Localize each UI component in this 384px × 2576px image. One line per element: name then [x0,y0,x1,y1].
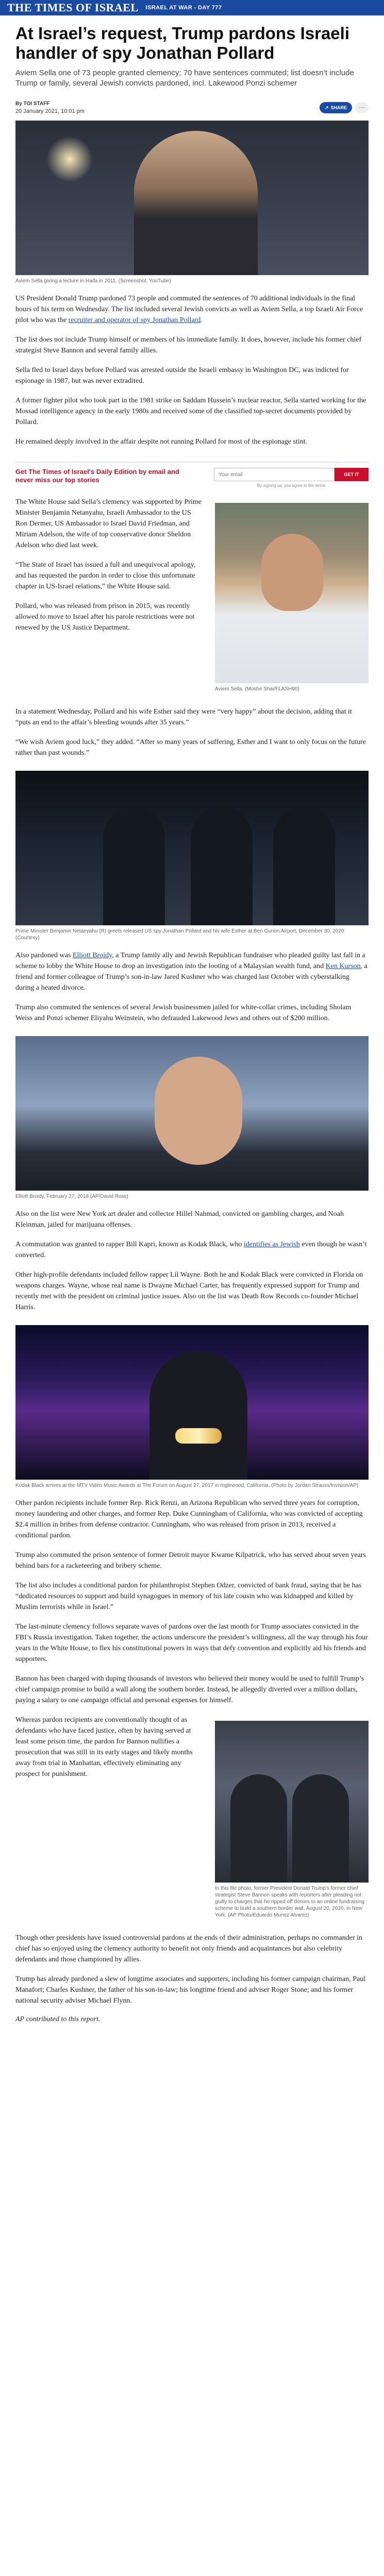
hero-light [46,136,93,182]
kodak-chain [175,1428,222,1444]
kurson-link[interactable]: Ken Kurson [325,962,361,970]
paragraph-8: Pollard, who was released from prison in 2015, was recently allowed to move to Israel after his parole restrictions were not renewed by the US Justice Department. [15,602,195,632]
article [0,24,384,2039]
paragraph-13: Also on the list were New York art dealer and collector Hillel Nahmad, convicted on gambling charges, and Noah Kleinman, jailed for marijuana offenses. [15,1210,344,1229]
publish-date: 20 January 2021, 10:01 pm [15,108,85,114]
sella-section [15,497,369,698]
paragraph-4: A former fighter pilot who took part in the 1981 strike on Saddam Hussein’s nuclear reactor, Sella started working for the Mossad intelligence agency in the early 1980s and received some of the classified top-secret documents provided by Pollard. [15,397,366,426]
paragraph-5: He remained deeply involved in the affair despite not running Pollard for most of the espionage stint. [15,438,308,446]
byline [15,100,85,115]
author-link[interactable]: By TOI STAFF [15,101,50,107]
paragraph-14 [15,1239,369,1261]
bannon-figure-1 [230,1774,287,1883]
paragraph-11 [15,950,369,993]
subhead: Aviem Sella one of 73 people granted clemency; 70 have sentences commuted; list doesn’t include Trump or family, several Jewish convicts pardoned, incl. Lakewood Ponzi schemer [15,69,354,88]
bannon-section [15,1715,369,1924]
kodak-photo [15,1325,369,1480]
pollard-caption: Prime Minister Benjamin Netanyahu (R) greets released US spy Jonathan Pollard and his wife Esther at Ben Gurion Airport, December 30, 2020 (Courtesy) [15,928,344,941]
pollard-figure-2 [191,807,253,925]
bannon-figure-2 [292,1774,349,1883]
p14-text-b: even though he wasn’t converted. [15,1241,367,1259]
masthead [0,0,384,15]
broidy-photo [15,1036,369,1191]
paragraph-20: Bannon has been charged with duping thousands of investors who believed their money would be used to fulfill Trump’s chief campaign promise to build a wall along the southern border. Instead, he allegedly diverted over a million dollars, paying a salary to one campaign official and personal expenses for himself. [15,1675,364,1704]
p11-text-c: , a friend and former colleague of Trump’s son-in-law Jared Kushner who was charged last October with cyberstalking during a heated divorce. [15,962,368,992]
edition-label[interactable]: ISRAEL AT WAR - DAY 777 [145,5,222,11]
p1-text: US President Donald Trump pardoned 73 people and commuted the sentences of 70 additional individuals in the final hours of his term on Wednesday. The list included several Jewish convicts as well as Aviem Sella, a top Israeli Air Force pilot who was the [15,295,363,324]
p11-text-a: Also pardoned was [15,952,73,959]
paragraph-6: The White House said Sella’s clemency was supported by Prime Minister Benjamin Netanyahu, Israeli Ambassador to the US Ron Dermer, US Ambassador to Israel David Friedman, and Miriam Adelson, the wife of top conservative donor Sheldon Adelson who died last week. [15,498,202,549]
recruiter-link[interactable]: recruiter and operator of spy Jonathan Pollard [68,316,201,324]
newsletter-terms[interactable]: By signing up, you agree to the terms [257,483,326,488]
paragraph-16: Other pardon recipients include former Rep. Rick Renzi, an Arizona Republican who served three years for corruption, money laundering and other charges, and former Rep. Duke Cunningham of California, who was convicted of accepting $2.4 million in bribes from defense contractor. Cunningham, who was released from prison in 2013, received a conditional pardon. [15,1499,363,1539]
newsletter-row [214,468,369,481]
paragraph-19: The last-minute clemency follows separate waves of pardons over the last month for Trump associates convicted in the FBI’s Russia investigation. Taken together, the actions underscore the president’s willingness, all the way through his four years in the White House, to flex his constitutional powers in ways that defy convention and explicitly aid his friends and supporters. [15,1623,368,1663]
pollard-figure-3 [273,807,335,925]
share-label: SHARE [330,105,347,110]
newsletter-submit-button[interactable]: GET IT [335,468,369,481]
paragraph-18: The list also includes a conditional pardon for philanthropist Stephen Odzer, convicted of bank fraud, saying that he has “dedicated resources to support and build synagogues in memory of his late cousin who was kidnapped and killed by Muslim terrorists while in Israel.” [15,1582,362,1611]
sella-face [261,534,323,611]
paragraph-10: “We wish Aviem good luck,” they added. “After so many years of suffering, Esther and I want to only focus on the future rather than past wounds.” [15,738,366,757]
newsletter-title: Get The Times of Israel's Daily Edition by email and never miss our top stories [15,468,179,484]
newsletter-form [214,468,369,488]
paragraph-15: Other high-profile defendants included fellow rapper Lil Wayne. Both he and Kodak Black were convicted in Florida on weapons charges. Wayne, whose real name is Dwayne Michael Carter, has frequently expressed support for Trump and recently met with the president on criminal justice issues. Also on the list was Death Row Records co-founder Michael Harris. [15,1271,363,1311]
paragraph-9: In a statement Wednesday, Pollard and his wife Esther said they were “very happy” about the decision, adding that it “puts an end to the affair’s bleeding wounds after 35 years.” [15,708,352,726]
share-button[interactable] [320,102,352,113]
broidy-caption: Elliott Broidy, February 27, 2018 (AP/David Ross) [15,1194,128,1199]
paragraph-22: Though other presidents have issued controversial pardons at the ends of their administration, perhaps no commander in chief has so enjoyed using the clemency authority to benefit not only friends and acquaintances but also celebrity defendants and those championed by allies. [15,1934,362,1963]
paragraph-2: The list does not include Trump himself or members of his immediate family. It does, however, include his former chief strategist Steve Bannon and several family allies. [15,336,362,354]
sella-caption: Aviem Sella. (Moshe Shai/FLASH90) [215,686,299,692]
ap-credit: AP contributed to this report. [15,2015,101,2023]
bannon-caption: In this file photo, former President Donald Trump's former chief strategist Steve Bannon speaks with reporters after pleading not guilty to charges that he ripped off donors to an online fundraising scheme to build a southern border wall, August 20, 2020, in New York. (AP Photo/Eduardo Munoz Alvarez) [215,1886,365,1918]
share-buttons [320,102,369,113]
hero-image [15,121,369,275]
paragraph-17: Trump also commuted the prison sentence of former Detroit mayor Kwame Kilpatrick, who has served about seven years behind bars for a racketeering and bribery scheme. [15,1551,366,1570]
pollard-photo [15,771,369,925]
newsletter-box [15,462,369,488]
p1-end: . [201,316,203,324]
pollard-figure-1 [103,807,165,925]
paragraph-23: Trump has already pardoned a slew of longtime associates and supporters, including his former campaign chairman, Paul Manafort; Charles Kushner, the father of his son-in-law; his longtime friend and adviser Roger Stone; and his former national security adviser Michael Flynn. [15,1975,366,2005]
site-logo[interactable]: THE TIMES OF ISRAEL [7,1,139,14]
paragraph-12: Trump also commuted the sentences of several Jewish businessmen jailed for white-collar crimes, including Sholam Weiss and Ponzi schemer Eliyahu Weinstein, who defrauded Lakewood Jews and others out of $200 million. [15,1004,352,1022]
share-icon: ↗ [324,105,329,110]
kodak-caption: Kodak Black arrives at the MTV Video Music Awards at The Forum on August 27, 2017 in Inglewood, California. (Photo by Jordan Strauss/Invision/AP) [15,1483,359,1488]
bannon-figure [215,1721,369,1919]
more-options-button[interactable]: ··· [355,102,369,113]
sella-photo [215,503,369,683]
paragraph-3: Sella fled to Israel days before Pollard was arrested outside the Israeli embassy in Washington DC, was indicted for espionage in 1987, but was never extradited. [15,366,349,385]
paragraph-7: “The State of Israel has issued a full and unequivocal apology, and has requested the pardon in order to close this unfortunate chapter in US-Israel relations,” the White House said. [15,561,196,590]
p11-text-b: , a Trump family ally and Jewish Republican fundraiser who pleaded guilty last fall in a scheme to lobby the White House to drop an investigation into the looting of a Malaysian wealth fund, and [15,952,365,970]
newsletter-email-input[interactable] [214,468,335,481]
identifies-link[interactable]: identifies as Jewish [243,1241,300,1248]
kodak-figure [149,1351,247,1480]
broidy-link[interactable]: Elliott Broidy [72,952,112,959]
newsletter-text [15,468,186,484]
headline: At Israel’s request, Trump pardons Israeli handler of spy Jonathan Pollard [15,24,349,62]
sella-figure [215,503,369,692]
hero-person [134,131,258,275]
p14-text-a: A commutation was granted to rapper Bill Kapri, known as Kodak Black, who [15,1241,244,1248]
byline-row [15,99,369,116]
bannon-photo [215,1721,369,1883]
hero-caption: Aviem Sella giving a lecture in Haifa in 2011. (Screenshot: YouTube) [15,278,171,284]
paragraph-1 [15,293,369,326]
broidy-face [155,1057,242,1165]
paragraph-21: Whereas pardon recipients are conventionally thought of as defendants who have faced justice, often by having served at least some prison time, the pardon for Bannon nullifies a prosecution that was still in its early stages and likely months away from trial in Manhattan, effectively eliminating any prospect for punishment. [15,1716,193,1778]
